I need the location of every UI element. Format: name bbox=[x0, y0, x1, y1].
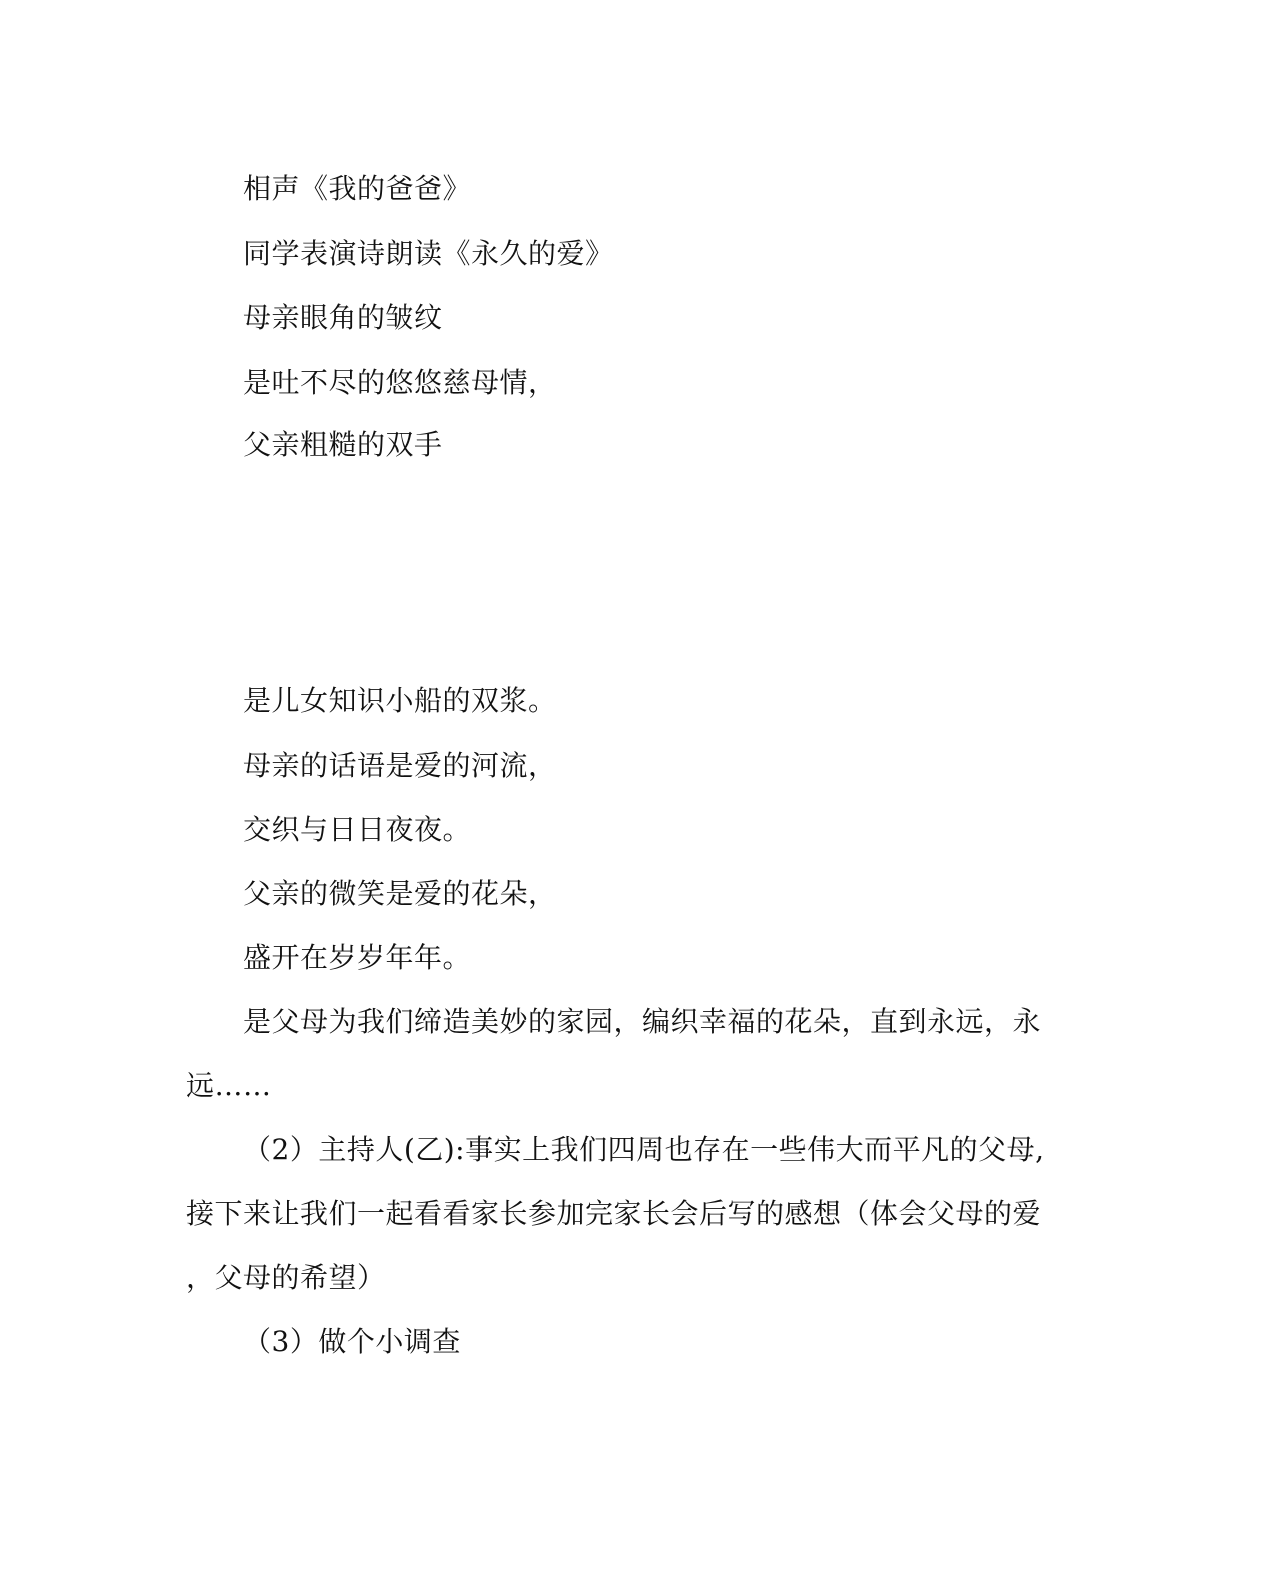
paragraph-forever-line: 远…… bbox=[186, 1069, 272, 1102]
paragraph-forever-line: 是父母为我们缔造美妙的家园，编织幸福的花朵，直到永远，永 bbox=[243, 1005, 1042, 1038]
text-line-poem: 母亲的话语是爱的河流， bbox=[243, 749, 557, 782]
text-line-poem: 交织与日日夜夜。 bbox=[243, 813, 472, 846]
text-line-poem: 盛开在岁岁年年。 bbox=[243, 941, 472, 974]
paragraph-host-line: ，父母的希望） bbox=[186, 1261, 386, 1294]
text-line-poem: 是儿女知识小船的双浆。 bbox=[243, 684, 557, 717]
text-line-poem: 是吐不尽的悠悠慈母情， bbox=[243, 366, 557, 399]
text-line-poem-reading: 同学表演诗朗读《永久的爱》 bbox=[243, 237, 614, 270]
paragraph-host-line: 接下来让我们一起看看家长参加完家长会后写的感想（体会父母的爱 bbox=[186, 1197, 1042, 1230]
text-line-poem: 父亲的微笑是爱的花朵， bbox=[243, 877, 557, 910]
text-line-poem: 父亲粗糙的双手 bbox=[243, 428, 443, 461]
paragraph-survey-heading: （3）做个小调查 bbox=[243, 1325, 461, 1358]
paragraph-host-line: （2）主持人(乙):事实上我们四周也存在一些伟大而平凡的父母, bbox=[243, 1133, 1045, 1166]
text-line-poem: 母亲眼角的皱纹 bbox=[243, 301, 443, 334]
text-line-crosstalk-title: 相声《我的爸爸》 bbox=[243, 172, 472, 205]
